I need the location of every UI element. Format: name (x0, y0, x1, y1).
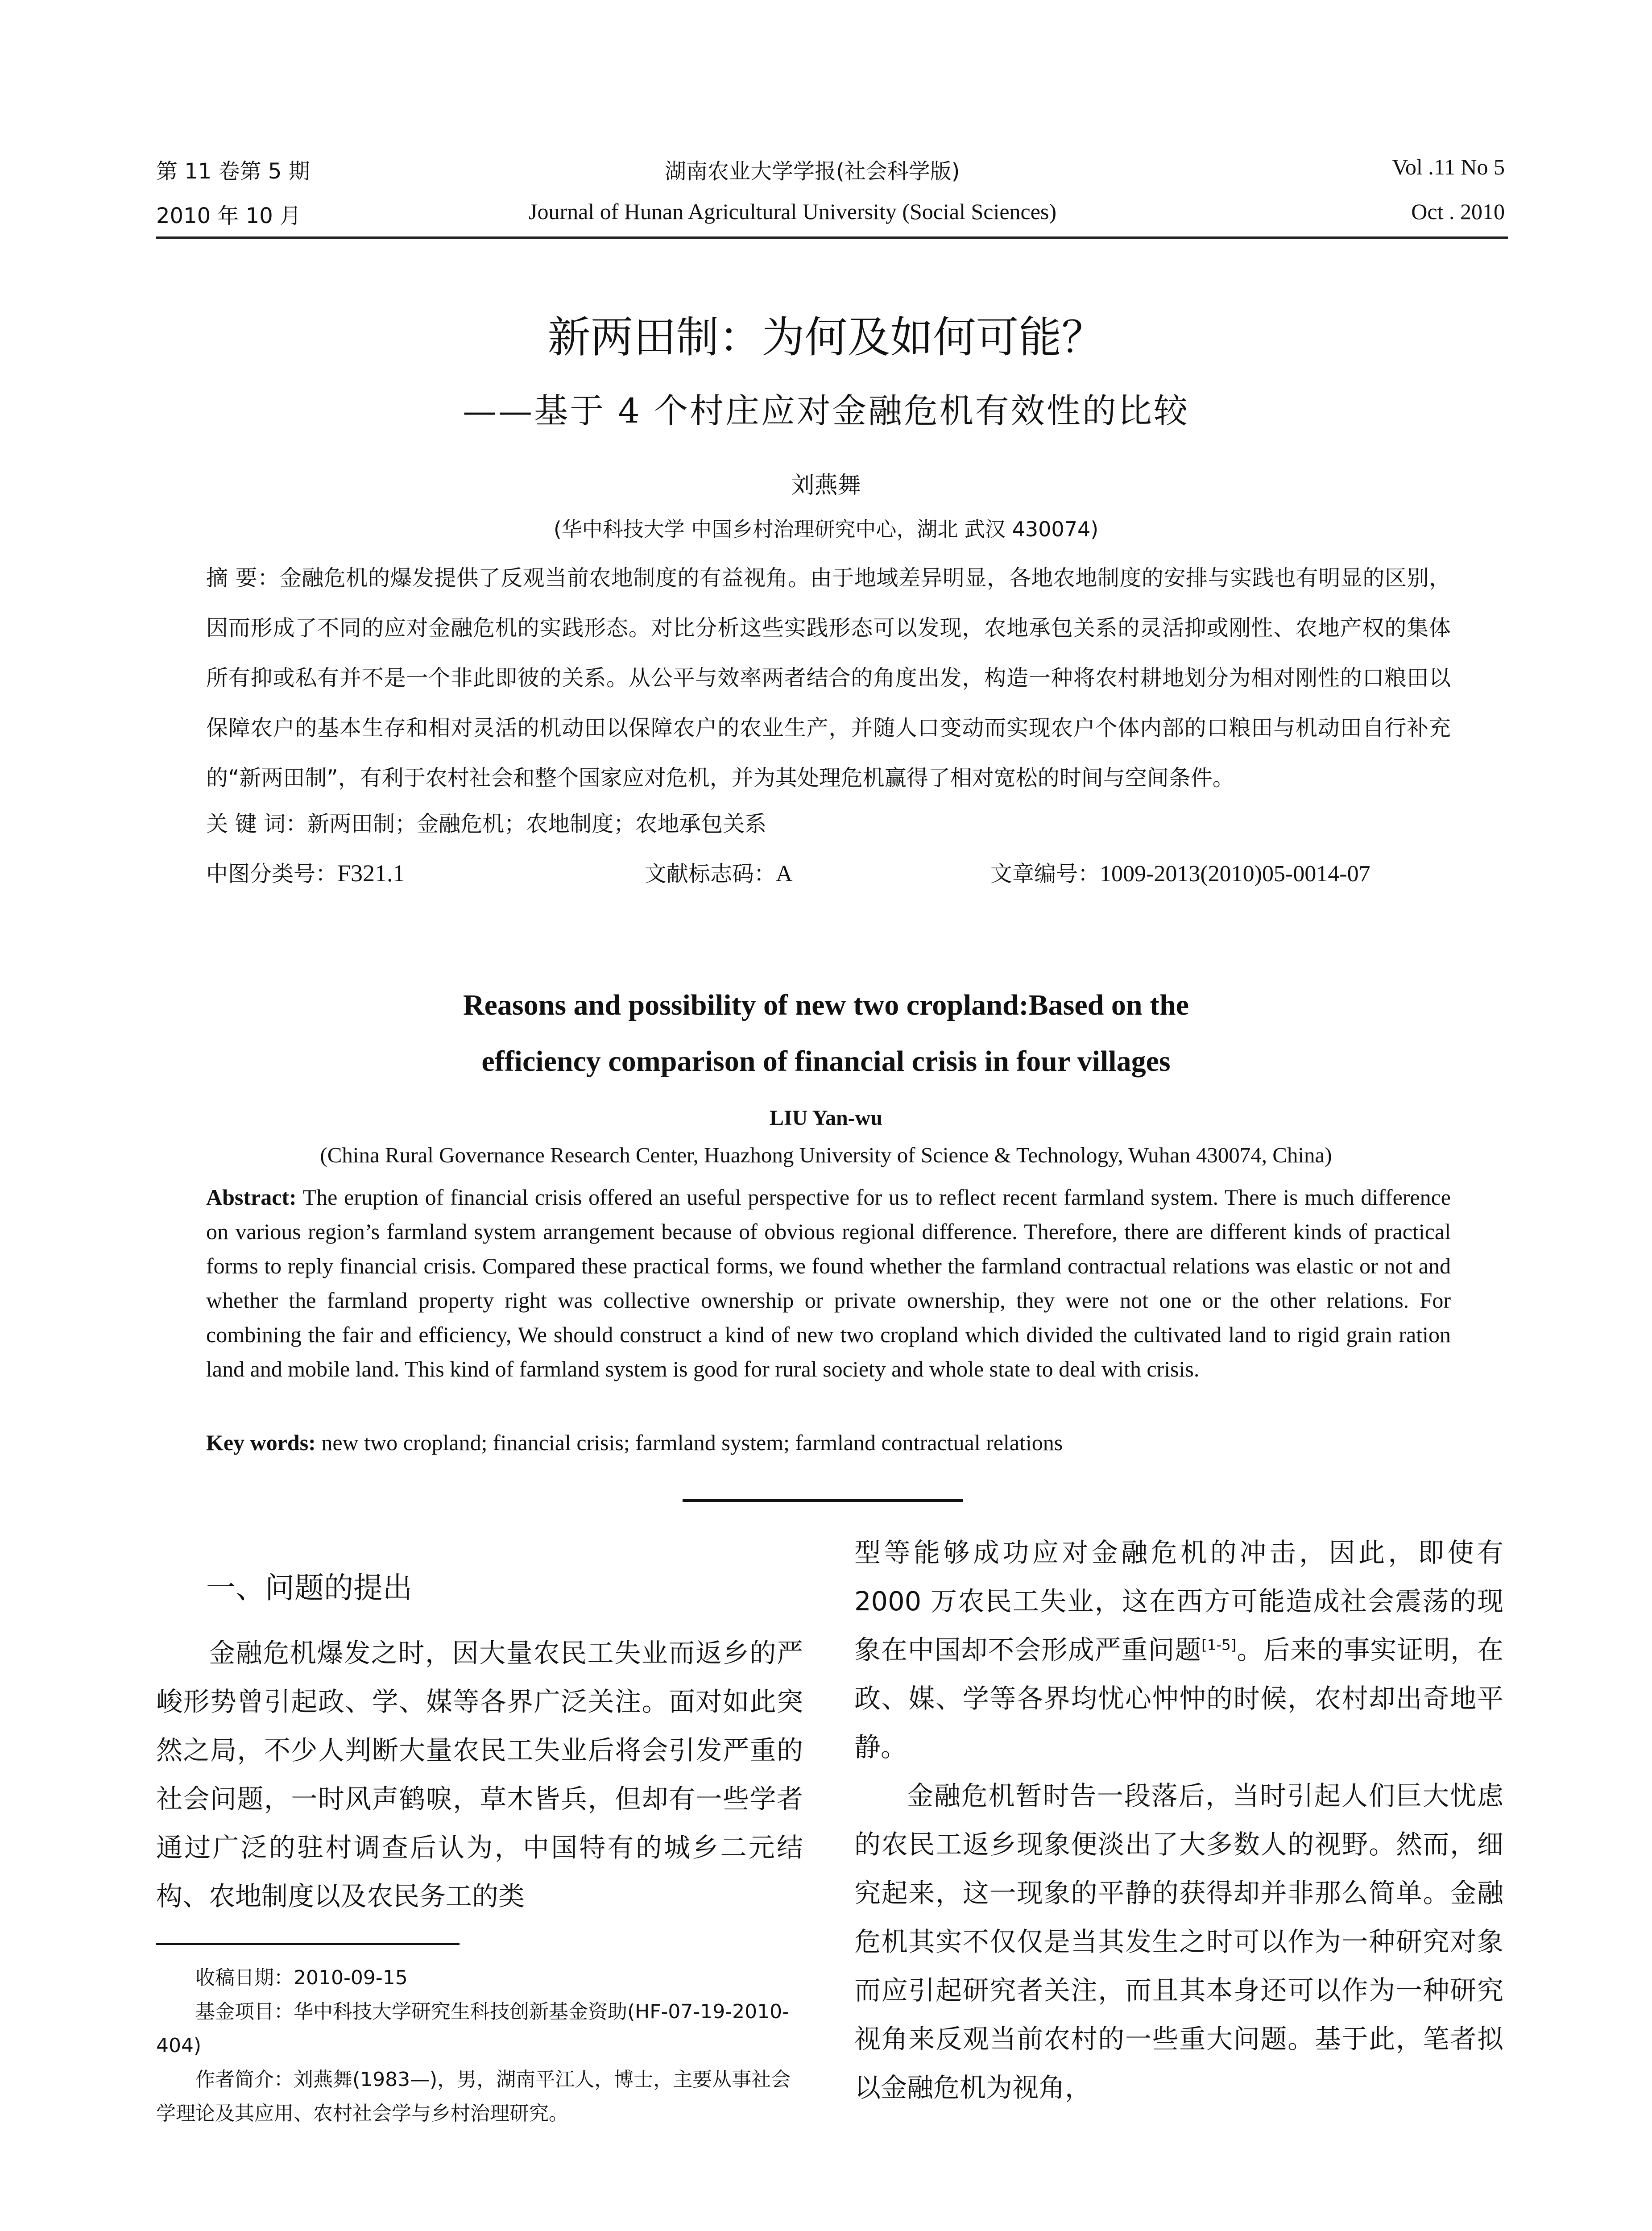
header-date-zh: 2010 年 10 月 (156, 203, 302, 228)
keywords-zh-label: 关 键 词： (206, 811, 308, 837)
article-title-zh: 新两田制：为何及如何可能？ (547, 312, 1105, 362)
body-paragraph: 金融危机爆发之时，因大量农民工失业而返乡的严峻形势曾引起政、学、媒等各界广泛关注。面对如此突然之局，不少人判断大量农民工失业后将会引发严重的社会问题，一时风声鹤唳，草木皆兵，但却有一些学者通过广泛的驻村调查后认为，中国特有的城乡二元结构、农地制度以及农民务工的类 (156, 1638, 803, 1912)
footnote-author-bio: 作者简介：刘燕舞(1983—)，男，湖南平江人，博士，主要从事社会学理论及其应用、农村社会学与乡村治理研究。 (156, 2068, 791, 2125)
article-title-en-line2: efficiency comparison of financial crisis in four villages (481, 1045, 1171, 1078)
article-title-en-line1: Reasons and possibility of new two cropland:Based on the (463, 989, 1189, 1021)
author-name-en: LIU Yan-wu (770, 1106, 882, 1130)
document-code-label: 文献标志码： (645, 861, 776, 887)
abstract-zh-label: 摘 要： (206, 565, 280, 591)
footnote-received-date: 收稿日期：2010-09-15 (195, 1966, 408, 1989)
keywords-zh-text: 新两田制；金融危机；农地制度；农地承包关系 (307, 811, 767, 837)
citation-reference[interactable]: [1-5] (1201, 1636, 1237, 1654)
keywords-zh (206, 807, 766, 838)
header-volume-en: Vol .11 No 5 (1392, 154, 1505, 179)
footnote-rule (156, 1943, 460, 1945)
footnotes (156, 1961, 803, 2131)
right-column (854, 1528, 1503, 2112)
article-number-label: 文章编号： (990, 861, 1100, 887)
clc-value: F321.1 (337, 860, 405, 887)
paragraph-text: 。后来的事实证明，在政、媒、学等各界均忧心忡忡的时候，农村却出奇地平静。 (854, 1634, 1503, 1762)
section-heading: 一、问题的提出 (206, 1571, 412, 1605)
header-rule (156, 236, 1508, 239)
keywords-en-text: new two cropland; financial crisis; farmland system; farmland contractual relations (315, 1430, 1063, 1455)
abstract-en-text: The eruption of financial crisis offered an useful perspective for us to reflect recent farmland system. There is much difference on various region’s farmland system arrangement because of obvious regional difference. Therefore, there are different kinds of practical forms to reply financial crisis. Compared these practical forms, we found whether the farmland contractual relations was elastic or not and whether the farmland property right was collective ownership or private ownership, they were not one or the other relations. For combining the fair and efficiency, We should construct a kind of new two cropland which divided the cultivated land to rigid grain ration land and mobile land. This kind of farmland system is good for rural society and whole state to deal with crisis. (206, 1185, 1451, 1381)
header-volume-issue: 第 11 卷第 5 期 (156, 159, 310, 184)
author-affiliation-zh: (华中科技大学 中国乡村治理研究中心，湖北 武汉 430074) (553, 517, 1099, 541)
abstract-zh (206, 553, 1451, 803)
article-number-value: 1009-2013(2010)05-0014-07 (1100, 861, 1370, 887)
abstract-en-label: Abstract: (206, 1185, 297, 1210)
header-journal-name-en: Journal of Hunan Agricultural University (Social Sciences) (529, 199, 1057, 224)
header-journal-name-zh: 湖南农业大学学报(社会科学版) (665, 159, 960, 184)
footnote-fund: 基金项目：华中科技大学研究生科技创新基金资助(HF-07-19-2010-404) (156, 2000, 790, 2057)
body-paragraph (854, 1528, 1503, 1771)
document-code-value: A (776, 861, 793, 887)
left-column (156, 1629, 803, 1920)
article-title-en (0, 977, 1652, 1090)
body-paragraph: 金融危机暂时告一段落后，当时引起人们巨大忧虑的农民工返乡现象便淡出了大多数人的视野。然而，细究起来，这一现象的平静的获得却并非那么简单。金融危机其实不仅仅是当其发生之时可以作为一种研究对象而应引起研究者关注，而且其本身还可以作为一种研究视角来反观当前农村的一些重大问题。基于此，笔者拟以金融危机为视角， (854, 1780, 1503, 2103)
abstract-separator-rule (683, 1499, 963, 1502)
keywords-en (206, 1426, 1451, 1460)
paragraph-text: 型等能够成功应对金融危机的冲击，因此，即使有 2000 万农民工失业，这在西方可能造成社会震荡的现象在中国却不会形成严重问题 (854, 1537, 1503, 1665)
abstract-zh-text: 金融危机的爆发提供了反观当前农地制度的有益视角。由于地域差异明显，各地农地制度的安排与实践也有明显的区别，因而形成了不同的应对金融危机的实践形态。对比分析这些实践形态可以发现，农地承包关系的灵活抑或刚性、农地产权的集体所有抑或私有并不是一个非此即彼的关系。从公平与效率两者结合的角度出发，构造一种将农村耕地划分为相对刚性的口粮田以保障农户的基本生存和相对灵活的机动田以保障农户的农业生产，并随人口变动而实现农户个体内部的口粮田与机动田自行补充的“新两田制”，有利于农村社会和整个国家应对危机，并为其处理危机赢得了相对宽松的时间与空间条件。 (206, 565, 1451, 791)
author-name-zh: 刘燕舞 (791, 472, 861, 499)
abstract-en (206, 1180, 1451, 1386)
header-date-en: Oct . 2010 (1411, 199, 1505, 224)
clc-number (206, 857, 405, 888)
clc-label: 中图分类号： (206, 861, 338, 887)
article-number (990, 857, 1370, 888)
keywords-en-label: Key words: (206, 1430, 316, 1455)
document-code (645, 857, 793, 888)
article-subtitle-zh: ——基于 4 个村庄应对金融危机有效性的比较 (463, 391, 1189, 431)
author-affiliation-en: (China Rural Governance Research Center, Huazhong University of Science & Technology, Wuhan 430074, China) (320, 1143, 1332, 1167)
